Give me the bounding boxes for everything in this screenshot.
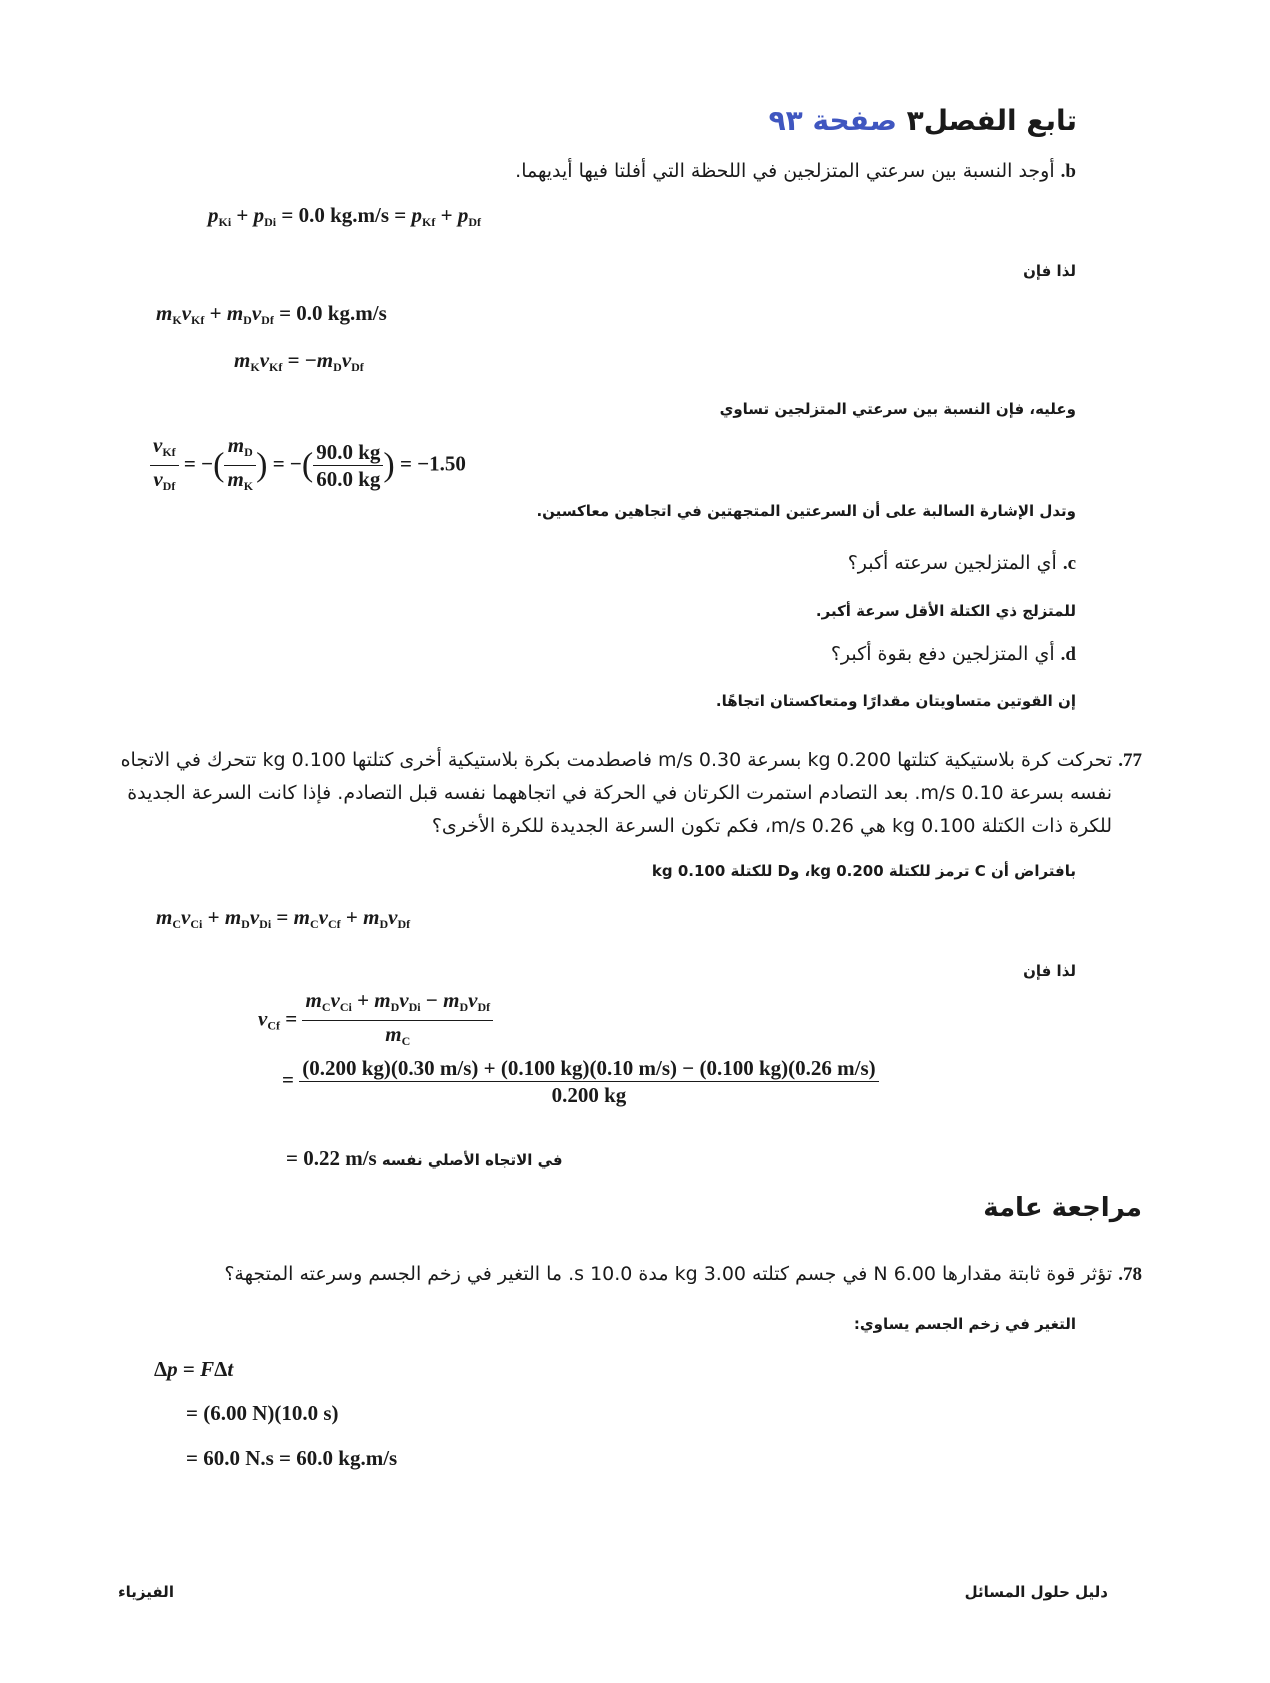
part-c-label: c. [1062, 553, 1076, 574]
q78-impulse-result: = 60.0 N.s = 60.0 kg.m/s [186, 1446, 398, 1470]
q78-number: 78. [1118, 1264, 1142, 1285]
q78-impulse-equation: Δp = FΔt [154, 1357, 234, 1381]
mass-ratio-fraction: $\frac{m_D}{m_K}$ [224, 432, 256, 499]
chapter-title: تابع الفصل٣ [906, 104, 1077, 137]
q77-number: 77. [1118, 750, 1142, 771]
q78-impulse-substitution: = (6.00 N)(10.0 s) [186, 1401, 339, 1425]
q78-answer-label: التغير في زخم الجسم يساوي: [853, 1315, 1076, 1333]
q77-line-1: 77. تحركت كرة بلاستيكية كتلتها 0.200 kg بسرعة 0.30 m/s فاصطدمت بكرة بلاستيكية أخرى كتلتها 0.100 kg تتحرك في الاتجاه [120, 749, 1142, 771]
momentum-balance-equation: $m_Kv_{Kf} = -m_Dv_{Df}$ [234, 348, 364, 374]
part-b-text: أوجد النسبة بين سرعتي المتزلجين في اللحظة التي أفلتا فيها أيديهما. [515, 160, 1055, 182]
q77-line-2: نفسه بسرعة 0.10 m/s. بعد التصادم استمرت الكرتان في الحركة في اتجاههما نفسه قبل التصادم. فإذا كانت السرعة الجديدة [127, 782, 1112, 804]
q78-text: تؤثر قوة ثابتة مقدارها 6.00 N في جسم كتلته 3.00 kg مدة 10.0 s. ما التغير في زخم الجسم وسرعته المتجهة؟ [224, 1263, 1113, 1285]
velocity-ratio-equation: $\frac{v_{Kf}}{v_{Df}}$ = −( $\frac{m_D}{m_K}$ ) = −( $\frac{90.0 kg}{60.0 kg}$ ) = −1.50 [150, 432, 466, 499]
q77-result [286, 1146, 563, 1171]
part-c-text: أي المتزلجين سرعته أكبر؟ [847, 552, 1057, 574]
part-c-question [376, 552, 1076, 575]
sign-note: وتدل الإشارة السالبة على أن السرعتين المتجهتين في اتجاهين معاكسين. [536, 502, 1076, 520]
general-review-heading: مراجعة عامة [983, 1193, 1142, 1223]
part-d-label: d. [1060, 644, 1076, 665]
q77-result-value: = 0.22 m/s [286, 1146, 377, 1170]
ratio-result: = −1.50 [399, 451, 466, 476]
q77-symbolic-fraction: $\frac{m_Cv_{Ci} + m_Dv_{Di} - m_Dv_{Df}}{m_C}$ [302, 987, 493, 1054]
q77-question [112, 744, 1142, 843]
q77-assumption: بافتراض أن C ترمز للكتلة 0.200 kg، وD للكتلة 0.100 kg [651, 862, 1076, 880]
part-b-question [276, 160, 1076, 183]
q77-solve-equation: $v_{Cf}$ = $\frac{m_Cv_{Ci} + m_Dv_{Di} - m_Dv_{Df}}{m_C}$ [258, 987, 493, 1054]
part-b-so-label: لذا فإن [1023, 262, 1076, 280]
numeric-ratio-fraction [313, 439, 383, 492]
part-c-answer: للمتزلج ذي الكتلة الأقل سرعة أكبر. [815, 602, 1076, 620]
footer-guide-title: دليل حلول المسائل [964, 1583, 1108, 1601]
footer-subject: الفيزياء [118, 1583, 174, 1601]
q77-momentum-equation: $m_Cv_{Ci} + m_Dv_{Di} = m_Cv_{Cf} + m_Dv_{Df}$ [156, 905, 411, 931]
q77-numeric-fraction [299, 1055, 878, 1108]
part-d-question [376, 643, 1076, 666]
q77-so-label: لذا فإن [1023, 962, 1076, 980]
ratio-intro-label: وعليه، فإن النسبة بين سرعتي المتزلجين تساوي [719, 400, 1076, 418]
ratio-denominator: 60.0 kg [316, 467, 381, 491]
ratio-numerator: 90.0 kg [313, 439, 383, 466]
q77-line-3: للكرة ذات الكتلة 0.100 kg هي 0.26 m/s، فكم تكون السرعة الجديدة للكرة الأخرى؟ [431, 815, 1112, 837]
q77-result-direction: في الاتجاه الأصلي نفسه [381, 1151, 563, 1169]
q77-numeric-numerator: (0.200 kg)(0.30 m/s) + (0.100 kg)(0.10 m/s) − (0.100 kg)(0.26 m/s) [299, 1055, 878, 1082]
momentum-conservation-equation: $p_{Ki} + p_{Di} = 0.0$ $kg.m/s = p_{Kf} + p_{Df}$ [208, 203, 481, 229]
part-d-answer: إن القوتين متساويتان مقدارًا ومتعاكستان اتجاهًا. [715, 692, 1076, 710]
part-b-label: b. [1060, 161, 1076, 182]
q78-question [112, 1263, 1142, 1286]
ratio-left-fraction: $\frac{v_{Kf}}{v_{Df}}$ [150, 432, 179, 499]
chapter-header [377, 104, 1077, 137]
q77-numeric-equation: = (0.200 kg)(0.30 m/s) + (0.100 kg)(0.10 m/s) − (0.100 kg)(0.26 m/s) 0.200 kg [282, 1055, 879, 1108]
page-reference: صفحة ٩٣ [768, 104, 897, 137]
part-d-text: أي المتزلجين دفع بقوة أكبر؟ [830, 643, 1055, 665]
momentum-sum-equation: $m_Kv_{Kf} + m_Dv_{Df} = 0.0$ kg.m/s [156, 301, 387, 327]
q77-numeric-denominator: 0.200 kg [551, 1083, 627, 1107]
